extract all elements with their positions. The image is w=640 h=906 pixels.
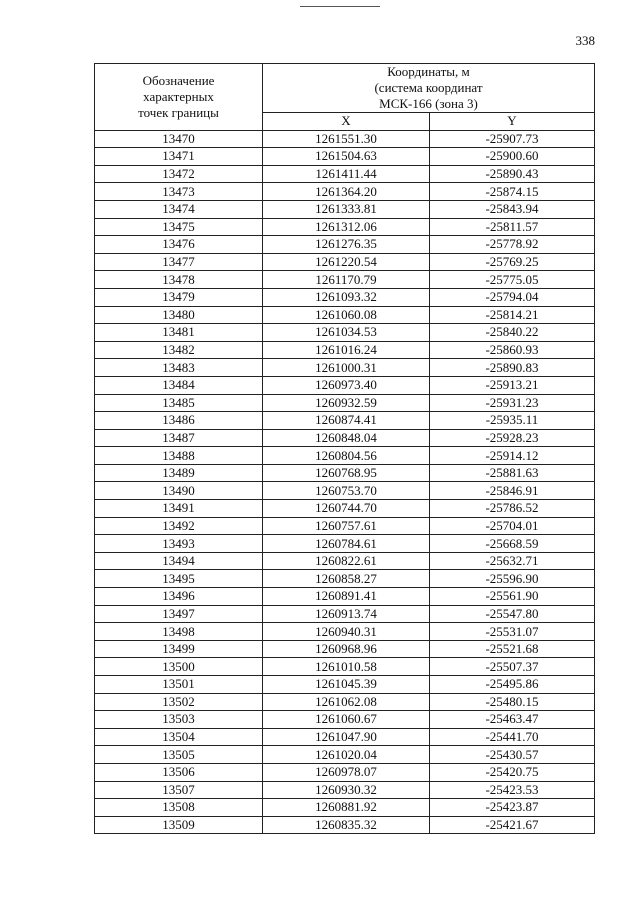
table-row bbox=[95, 500, 595, 518]
x-coordinate-cell: 1260848.04 bbox=[263, 429, 430, 447]
table-row bbox=[95, 517, 595, 535]
table-row bbox=[95, 394, 595, 412]
table-row bbox=[95, 711, 595, 729]
table-row bbox=[95, 324, 595, 342]
table-row bbox=[95, 799, 595, 817]
point-id-cell: 13473 bbox=[95, 183, 263, 201]
x-coordinate-cell: 1261010.58 bbox=[263, 658, 430, 676]
y-coordinate-cell: -25531.07 bbox=[430, 623, 595, 641]
point-id-cell: 13491 bbox=[95, 500, 263, 518]
point-id-cell: 13496 bbox=[95, 588, 263, 606]
point-id-cell: 13482 bbox=[95, 341, 263, 359]
y-coordinate-cell: -25874.15 bbox=[430, 183, 595, 201]
y-coordinate-cell: -25507.37 bbox=[430, 658, 595, 676]
y-coordinate-cell: -25881.63 bbox=[430, 464, 595, 482]
x-coordinate-cell: 1261504.63 bbox=[263, 148, 430, 166]
x-coordinate-cell: 1260757.61 bbox=[263, 517, 430, 535]
table-row bbox=[95, 605, 595, 623]
point-id-cell: 13504 bbox=[95, 728, 263, 746]
table-row bbox=[95, 218, 595, 236]
y-coordinate-cell: -25794.04 bbox=[430, 288, 595, 306]
coordinates-table bbox=[94, 63, 595, 834]
y-coordinate-cell: -25480.15 bbox=[430, 693, 595, 711]
y-coordinate-cell: -25668.59 bbox=[430, 535, 595, 553]
table-row bbox=[95, 200, 595, 218]
table-row bbox=[95, 288, 595, 306]
header-coordinates: Координаты, м (система координат МСК-166 (зона 3) bbox=[263, 64, 595, 113]
table-row bbox=[95, 341, 595, 359]
y-coordinate-cell: -25547.80 bbox=[430, 605, 595, 623]
y-coordinate-cell: -25840.22 bbox=[430, 324, 595, 342]
x-coordinate-cell: 1260891.41 bbox=[263, 588, 430, 606]
x-coordinate-cell: 1261220.54 bbox=[263, 253, 430, 271]
y-coordinate-cell: -25421.67 bbox=[430, 816, 595, 834]
point-id-cell: 13479 bbox=[95, 288, 263, 306]
x-coordinate-cell: 1261060.08 bbox=[263, 306, 430, 324]
point-id-cell: 13487 bbox=[95, 429, 263, 447]
point-id-cell: 13500 bbox=[95, 658, 263, 676]
point-id-cell: 13509 bbox=[95, 816, 263, 834]
x-coordinate-cell: 1260768.95 bbox=[263, 464, 430, 482]
table-row bbox=[95, 165, 595, 183]
x-coordinate-cell: 1261411.44 bbox=[263, 165, 430, 183]
table-row bbox=[95, 447, 595, 465]
point-id-cell: 13497 bbox=[95, 605, 263, 623]
y-coordinate-cell: -25704.01 bbox=[430, 517, 595, 535]
x-coordinate-cell: 1260744.70 bbox=[263, 500, 430, 518]
x-coordinate-cell: 1260913.74 bbox=[263, 605, 430, 623]
x-coordinate-cell: 1261047.90 bbox=[263, 728, 430, 746]
point-id-cell: 13498 bbox=[95, 623, 263, 641]
x-coordinate-cell: 1260835.32 bbox=[263, 816, 430, 834]
table-body bbox=[95, 130, 595, 834]
x-coordinate-cell: 1261060.67 bbox=[263, 711, 430, 729]
point-id-cell: 13471 bbox=[95, 148, 263, 166]
point-id-cell: 13501 bbox=[95, 676, 263, 694]
x-coordinate-cell: 1260858.27 bbox=[263, 570, 430, 588]
point-id-cell: 13475 bbox=[95, 218, 263, 236]
x-coordinate-cell: 1261551.30 bbox=[263, 130, 430, 148]
point-id-cell: 13493 bbox=[95, 535, 263, 553]
point-id-cell: 13476 bbox=[95, 236, 263, 254]
point-id-cell: 13508 bbox=[95, 799, 263, 817]
point-id-cell: 13484 bbox=[95, 376, 263, 394]
point-id-cell: 13490 bbox=[95, 482, 263, 500]
header-point-designation: Обозначение характерных точек границы bbox=[95, 64, 263, 131]
y-coordinate-cell: -25495.86 bbox=[430, 676, 595, 694]
y-coordinate-cell: -25423.53 bbox=[430, 781, 595, 799]
y-coordinate-cell: -25769.25 bbox=[430, 253, 595, 271]
y-coordinate-cell: -25420.75 bbox=[430, 763, 595, 781]
header-y: Y bbox=[430, 113, 595, 131]
point-id-cell: 13470 bbox=[95, 130, 263, 148]
x-coordinate-cell: 1261034.53 bbox=[263, 324, 430, 342]
table-row bbox=[95, 429, 595, 447]
y-coordinate-cell: -25811.57 bbox=[430, 218, 595, 236]
y-coordinate-cell: -25561.90 bbox=[430, 588, 595, 606]
table-row bbox=[95, 588, 595, 606]
point-id-cell: 13495 bbox=[95, 570, 263, 588]
table-row bbox=[95, 306, 595, 324]
y-coordinate-cell: -25931.23 bbox=[430, 394, 595, 412]
y-coordinate-cell: -25786.52 bbox=[430, 500, 595, 518]
x-coordinate-cell: 1261333.81 bbox=[263, 200, 430, 218]
y-coordinate-cell: -25890.43 bbox=[430, 165, 595, 183]
x-coordinate-cell: 1260978.07 bbox=[263, 763, 430, 781]
y-coordinate-cell: -25521.68 bbox=[430, 640, 595, 658]
point-id-cell: 13489 bbox=[95, 464, 263, 482]
y-coordinate-cell: -25913.21 bbox=[430, 376, 595, 394]
y-coordinate-cell: -25632.71 bbox=[430, 552, 595, 570]
table-row bbox=[95, 623, 595, 641]
y-coordinate-cell: -25423.87 bbox=[430, 799, 595, 817]
table-row bbox=[95, 763, 595, 781]
point-id-cell: 13507 bbox=[95, 781, 263, 799]
point-id-cell: 13485 bbox=[95, 394, 263, 412]
table-row bbox=[95, 552, 595, 570]
y-coordinate-cell: -25596.90 bbox=[430, 570, 595, 588]
table-row bbox=[95, 464, 595, 482]
table-row bbox=[95, 640, 595, 658]
x-coordinate-cell: 1261020.04 bbox=[263, 746, 430, 764]
x-coordinate-cell: 1261170.79 bbox=[263, 271, 430, 289]
table-row bbox=[95, 376, 595, 394]
table-row bbox=[95, 676, 595, 694]
y-coordinate-cell: -25775.05 bbox=[430, 271, 595, 289]
y-coordinate-cell: -25430.57 bbox=[430, 746, 595, 764]
x-coordinate-cell: 1261312.06 bbox=[263, 218, 430, 236]
table-row bbox=[95, 728, 595, 746]
y-coordinate-cell: -25778.92 bbox=[430, 236, 595, 254]
point-id-cell: 13472 bbox=[95, 165, 263, 183]
point-id-cell: 13488 bbox=[95, 447, 263, 465]
x-coordinate-cell: 1260973.40 bbox=[263, 376, 430, 394]
table-row bbox=[95, 148, 595, 166]
point-id-cell: 13486 bbox=[95, 412, 263, 430]
table-row bbox=[95, 412, 595, 430]
point-id-cell: 13506 bbox=[95, 763, 263, 781]
x-coordinate-cell: 1260881.92 bbox=[263, 799, 430, 817]
y-coordinate-cell: -25846.91 bbox=[430, 482, 595, 500]
point-id-cell: 13478 bbox=[95, 271, 263, 289]
x-coordinate-cell: 1260940.31 bbox=[263, 623, 430, 641]
table-row bbox=[95, 746, 595, 764]
y-coordinate-cell: -25860.93 bbox=[430, 341, 595, 359]
point-id-cell: 13483 bbox=[95, 359, 263, 377]
top-rule bbox=[300, 6, 380, 7]
x-coordinate-cell: 1260822.61 bbox=[263, 552, 430, 570]
point-id-cell: 13499 bbox=[95, 640, 263, 658]
x-coordinate-cell: 1260784.61 bbox=[263, 535, 430, 553]
x-coordinate-cell: 1261093.32 bbox=[263, 288, 430, 306]
y-coordinate-cell: -25890.83 bbox=[430, 359, 595, 377]
x-coordinate-cell: 1260753.70 bbox=[263, 482, 430, 500]
y-coordinate-cell: -25914.12 bbox=[430, 447, 595, 465]
x-coordinate-cell: 1261364.20 bbox=[263, 183, 430, 201]
y-coordinate-cell: -25900.60 bbox=[430, 148, 595, 166]
point-id-cell: 13481 bbox=[95, 324, 263, 342]
table-row bbox=[95, 693, 595, 711]
y-coordinate-cell: -25928.23 bbox=[430, 429, 595, 447]
x-coordinate-cell: 1261000.31 bbox=[263, 359, 430, 377]
table-row bbox=[95, 359, 595, 377]
point-id-cell: 13503 bbox=[95, 711, 263, 729]
table-row bbox=[95, 271, 595, 289]
y-coordinate-cell: -25441.70 bbox=[430, 728, 595, 746]
table-row bbox=[95, 236, 595, 254]
y-coordinate-cell: -25843.94 bbox=[430, 200, 595, 218]
table-row bbox=[95, 482, 595, 500]
x-coordinate-cell: 1261045.39 bbox=[263, 676, 430, 694]
x-coordinate-cell: 1260932.59 bbox=[263, 394, 430, 412]
y-coordinate-cell: -25935.11 bbox=[430, 412, 595, 430]
table-row bbox=[95, 658, 595, 676]
table-row bbox=[95, 130, 595, 148]
point-id-cell: 13502 bbox=[95, 693, 263, 711]
point-id-cell: 13477 bbox=[95, 253, 263, 271]
table-row bbox=[95, 816, 595, 834]
point-id-cell: 13505 bbox=[95, 746, 263, 764]
page-number: 338 bbox=[575, 33, 595, 48]
point-id-cell: 13480 bbox=[95, 306, 263, 324]
y-coordinate-cell: -25463.47 bbox=[430, 711, 595, 729]
table-row bbox=[95, 570, 595, 588]
y-coordinate-cell: -25907.73 bbox=[430, 130, 595, 148]
header-x: X bbox=[263, 113, 430, 131]
point-id-cell: 13494 bbox=[95, 552, 263, 570]
x-coordinate-cell: 1261276.35 bbox=[263, 236, 430, 254]
y-coordinate-cell: -25814.21 bbox=[430, 306, 595, 324]
x-coordinate-cell: 1260968.96 bbox=[263, 640, 430, 658]
table-row bbox=[95, 781, 595, 799]
point-id-cell: 13474 bbox=[95, 200, 263, 218]
x-coordinate-cell: 1260930.32 bbox=[263, 781, 430, 799]
table-row bbox=[95, 253, 595, 271]
x-coordinate-cell: 1261062.08 bbox=[263, 693, 430, 711]
x-coordinate-cell: 1260874.41 bbox=[263, 412, 430, 430]
x-coordinate-cell: 1261016.24 bbox=[263, 341, 430, 359]
x-coordinate-cell: 1260804.56 bbox=[263, 447, 430, 465]
table-row bbox=[95, 183, 595, 201]
point-id-cell: 13492 bbox=[95, 517, 263, 535]
table-row bbox=[95, 535, 595, 553]
